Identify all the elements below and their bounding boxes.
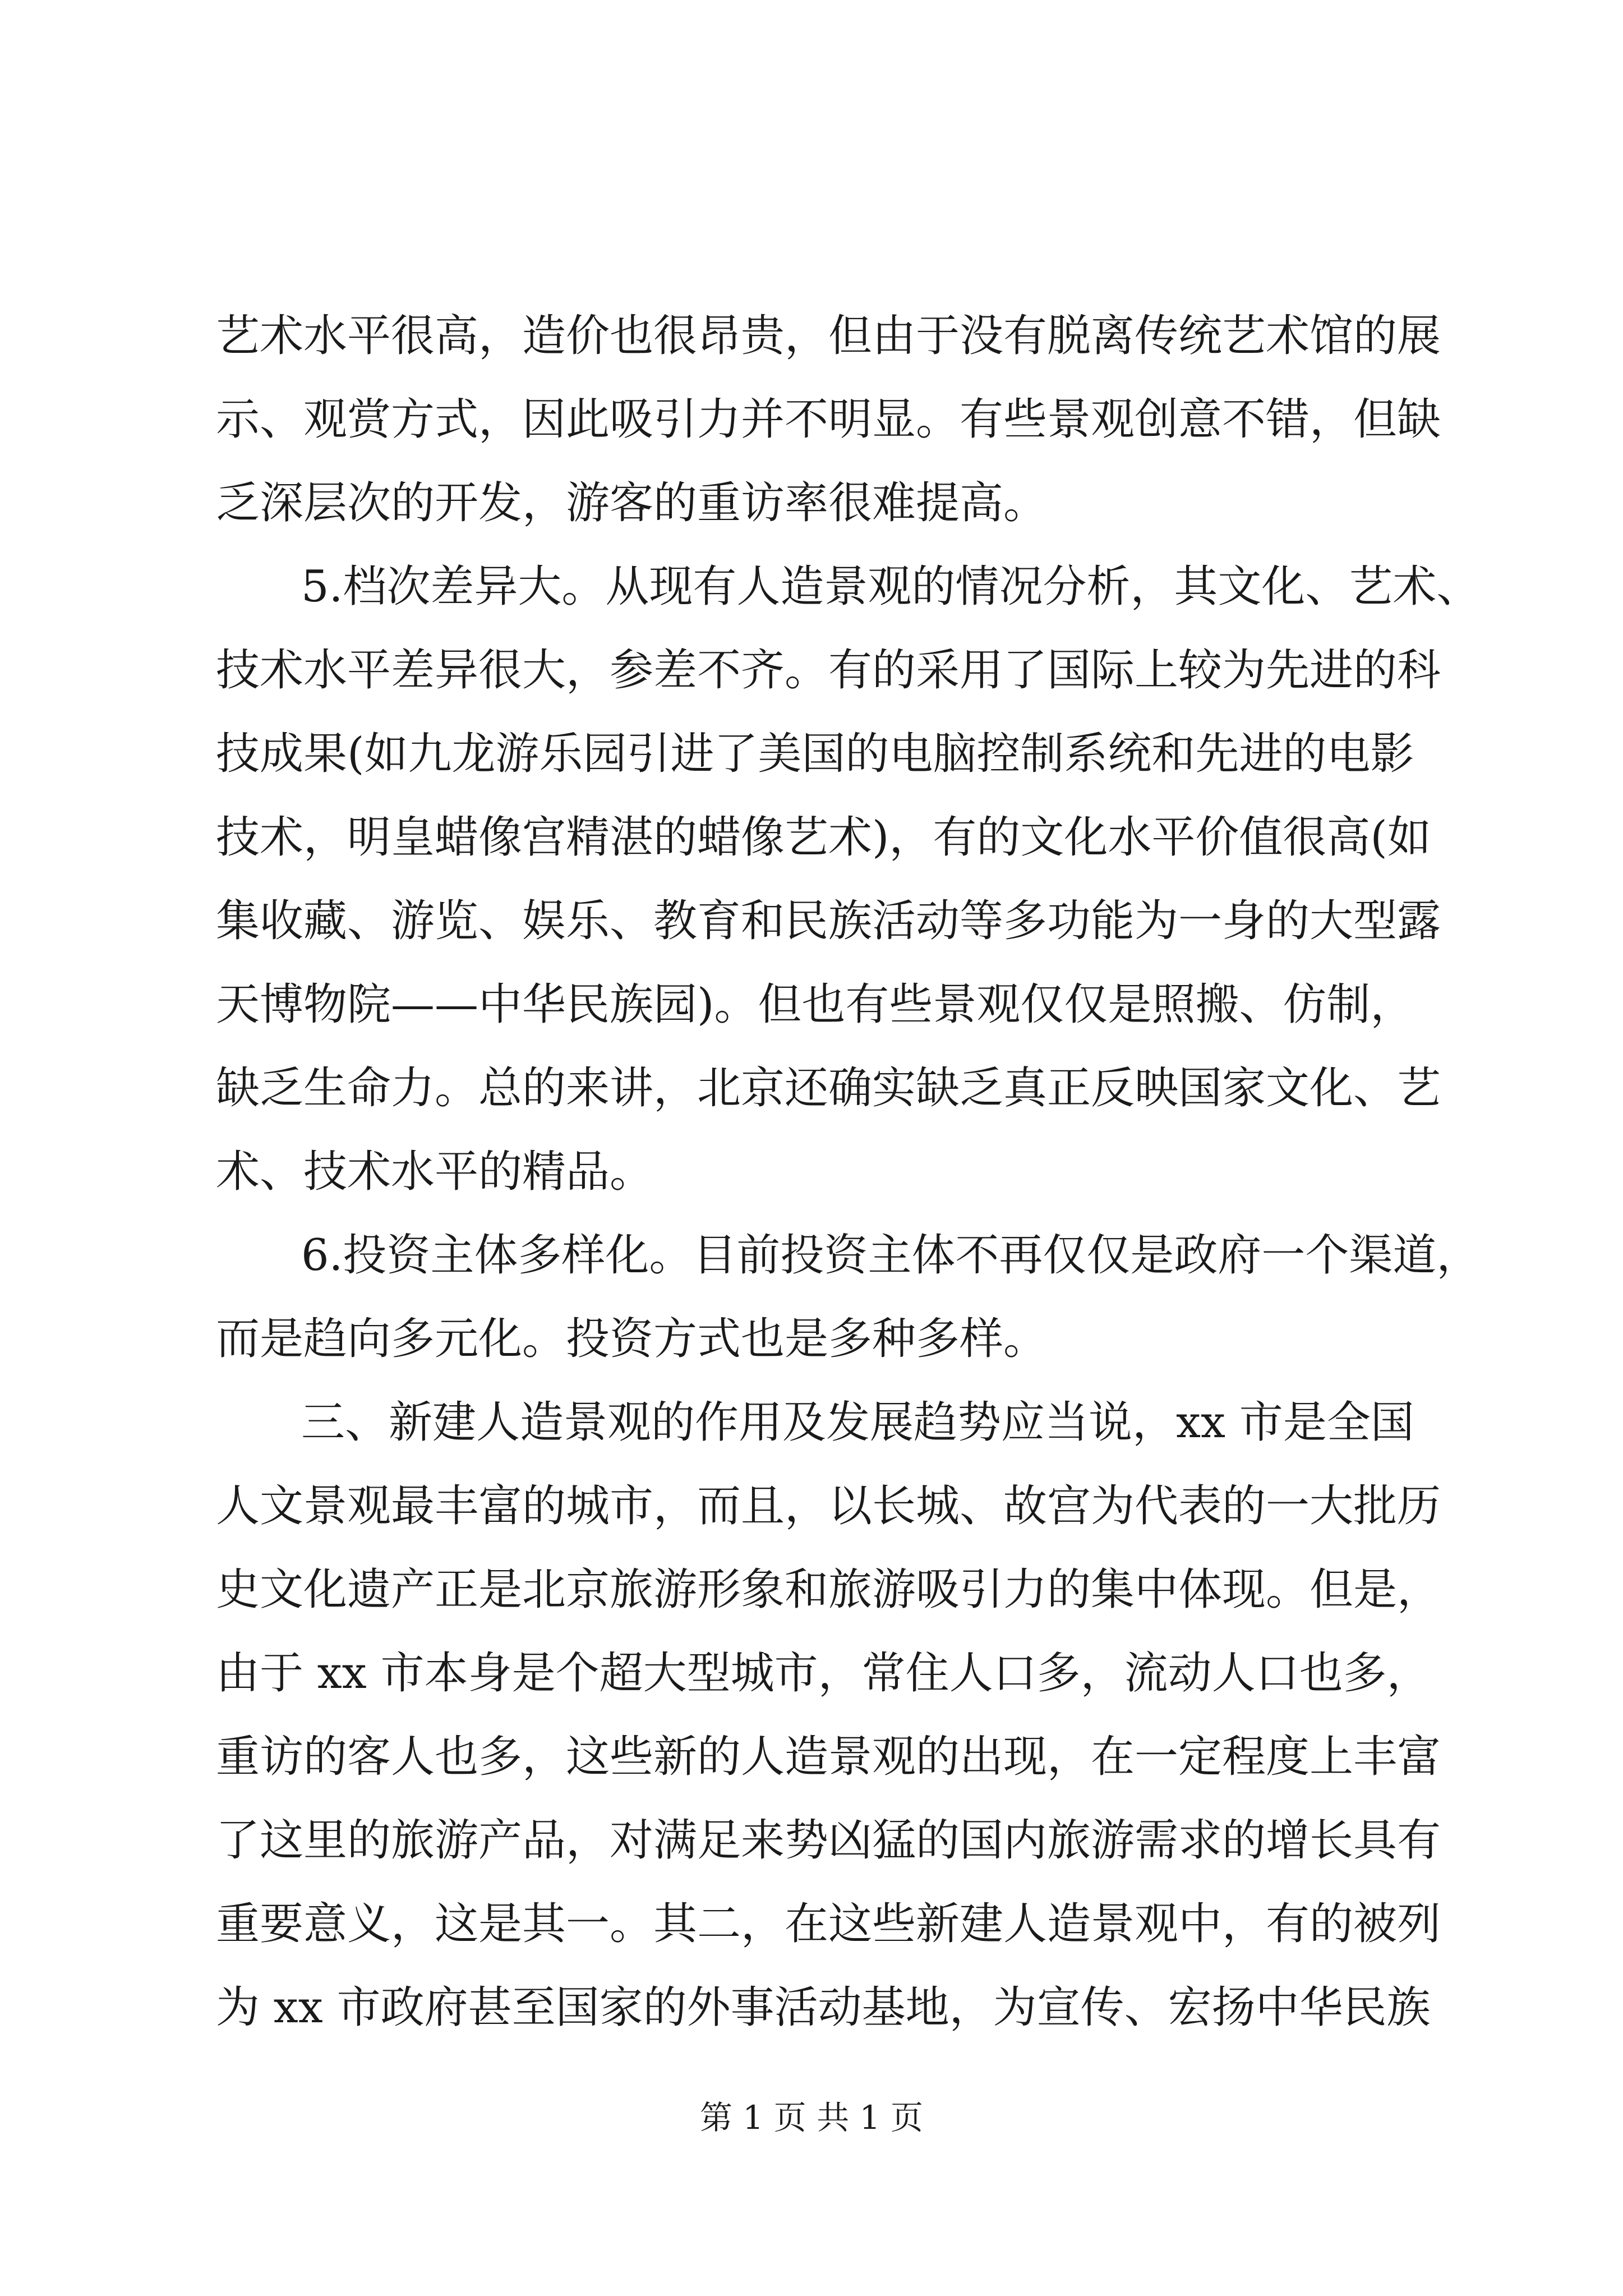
text-line: 术、技术水平的精品。 — [216, 1147, 654, 1197]
text-line: 史文化遗产正是北京旅游形象和旅游吸引力的集中体现。但是， — [216, 1565, 1441, 1615]
text-line: 为 xx 市政府甚至国家的外事活动基地，为宣传、宏扬中华民族 — [216, 1982, 1431, 2033]
text-line: 技成果(如九龙游乐园引进了美国的电脑控制系统和先进的电影 — [216, 729, 1414, 779]
text-line: 重访的客人也多，这些新的人造景观的出现，在一定程度上丰富 — [216, 1732, 1441, 1782]
text-line: 而是趋向多元化。投资方式也是多种多样。 — [216, 1314, 1048, 1364]
text-line: 艺术水平很高，造价也很昂贵，但由于没有脱离传统艺术馆的展 — [216, 311, 1441, 361]
text-line: 6.投资主体多样化。目前投资主体不再仅仅是政府一个渠道， — [301, 1230, 1481, 1281]
text-line: 由于 xx 市本身是个超大型城市，常住人口多，流动人口也多， — [216, 1648, 1431, 1699]
text-line: 三、新建人造景观的作用及发展趋势应当说，xx 市是全国 — [301, 1397, 1414, 1448]
text-line: 集收藏、游览、娱乐、教育和民族活动等多功能为一身的大型露 — [216, 896, 1441, 946]
text-line: 5.档次差异大。从现有人造景观的情况分析，其文化、艺术、 — [301, 562, 1481, 612]
page-footer — [0, 2095, 1623, 2140]
text-line: 重要意义，这是其一。其二，在这些新建人造景观中，有的被列 — [216, 1899, 1441, 1949]
text-line: 乏深层次的开发，游客的重访率很难提高。 — [216, 478, 1048, 528]
text-line: 示、观赏方式，因此吸引力并不明显。有些景观创意不错，但缺 — [216, 394, 1441, 445]
page-number-label: 第 1 页 共 1 页 — [700, 2099, 923, 2137]
text-line: 技术水平差异很大，参差不齐。有的采用了国际上较为先进的科 — [216, 645, 1441, 696]
text-line: 天博物院——中华民族园)。但也有些景观仅仅是照搬、仿制， — [216, 979, 1414, 1030]
text-line: 缺乏生命力。总的来讲，北京还确实缺乏真正反映国家文化、艺 — [216, 1063, 1441, 1114]
text-line: 人文景观最丰富的城市，而且，以长城、故宫为代表的一大批历 — [216, 1481, 1441, 1531]
body-text — [216, 295, 1481, 2050]
text-line: 技术，明皇蜡像宫精湛的蜡像艺术)，有的文化水平价值很高(如 — [216, 812, 1431, 863]
text-line: 了这里的旅游产品，对满足来势凶猛的国内旅游需求的增长具有 — [216, 1815, 1441, 1866]
